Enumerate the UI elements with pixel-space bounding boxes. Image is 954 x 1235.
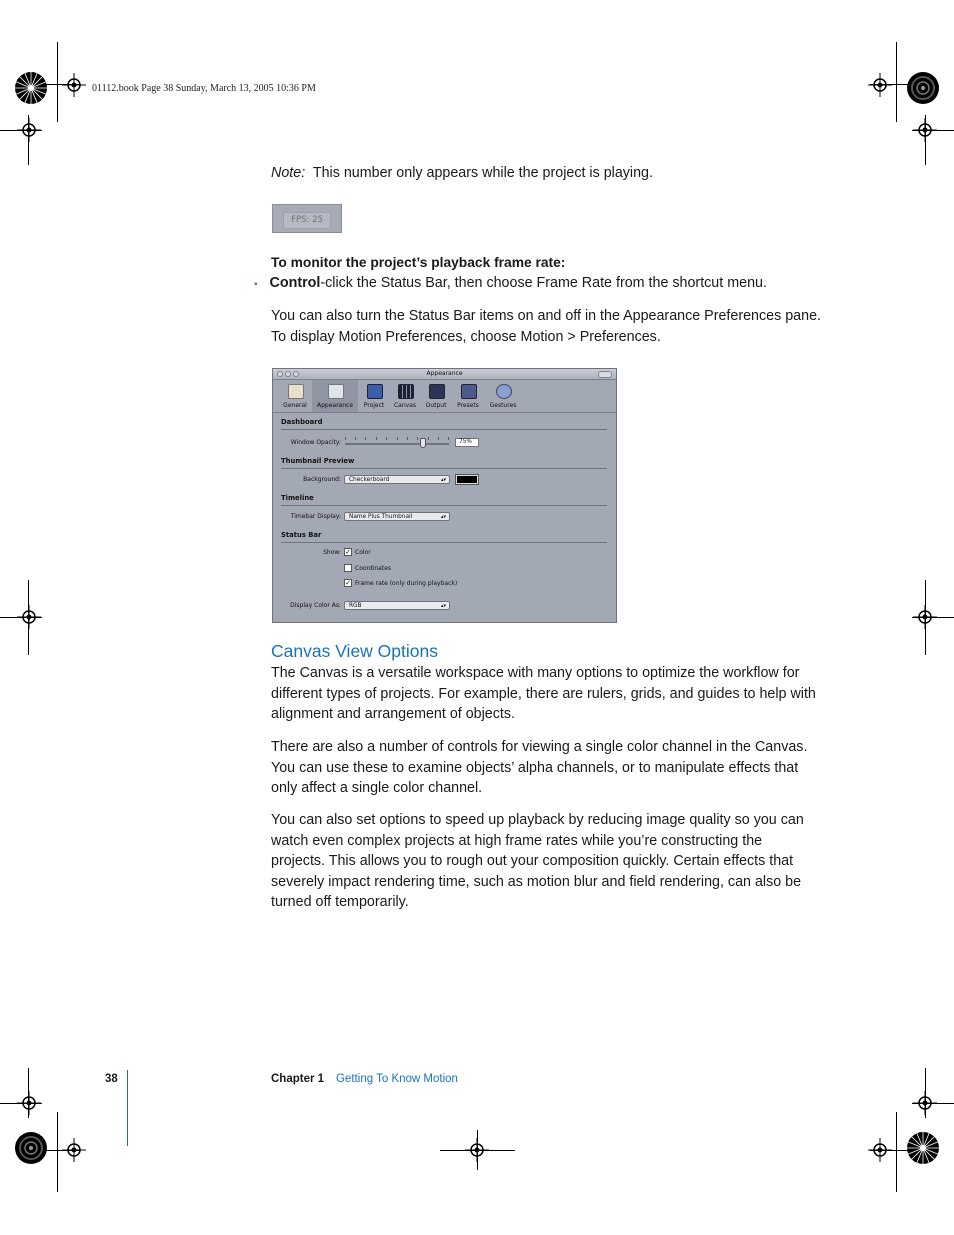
fps-readout: FPS: 25: [283, 212, 331, 229]
display-color-popup[interactable]: RGB ▴▾: [344, 601, 450, 610]
starburst-target-icon: [14, 1131, 48, 1165]
tab-gestures[interactable]: Gestures: [485, 380, 521, 412]
prefs-toolbar: [273, 380, 616, 413]
output-icon: [429, 384, 445, 399]
window-title: Appearance: [426, 370, 463, 377]
registration-mark-icon: [465, 1138, 489, 1162]
background-label: Background:: [303, 476, 341, 483]
footer-rule: [127, 1070, 128, 1146]
task-heading: To monitor the project’s playback frame rate:: [271, 255, 566, 270]
background-color-swatch[interactable]: [456, 475, 478, 484]
bullet-rest: -click the Status Bar, then choose Frame Rate from the shortcut menu.: [320, 275, 767, 291]
starburst-target-icon: [14, 71, 48, 105]
bullet-icon: ▪: [254, 279, 258, 290]
divider: [281, 468, 607, 469]
tab-output[interactable]: Output: [421, 380, 451, 412]
registration-mark-icon: [62, 73, 86, 97]
toolbar-toggle-icon[interactable]: [598, 371, 612, 378]
tab-appearance[interactable]: Appearance: [312, 380, 358, 412]
display-color-label: Display Color As:: [290, 602, 341, 609]
section-dashboard: Dashboard: [281, 418, 323, 426]
divider: [281, 505, 607, 506]
registration-mark-icon: [17, 605, 41, 629]
starburst-target-icon: [906, 71, 940, 105]
bullet-bold: Control: [269, 275, 321, 291]
tab-presets[interactable]: Presets: [452, 380, 484, 412]
appearance-preferences-window: [272, 368, 617, 623]
bullet-step: [254, 273, 767, 296]
popup-arrows-icon: ▴▾: [440, 603, 446, 609]
slider-thumb[interactable]: [420, 438, 426, 448]
window-opacity-label: Window Opacity:: [290, 439, 341, 446]
window-titlebar: [273, 369, 616, 380]
timebar-display-label: Timebar Display:: [290, 513, 341, 520]
minimize-icon[interactable]: [285, 371, 291, 377]
paragraph-2: There are also a number of controls for viewing a single color channel in the Canvas. You can use these to examine objects’ alpha channels, or to manipulate effects that only affect a single color channel.: [271, 739, 808, 796]
general-icon: [288, 384, 304, 399]
divider: [281, 429, 607, 430]
divider: [281, 542, 607, 543]
window-opacity-slider[interactable]: [345, 437, 449, 449]
window-opacity-value[interactable]: 75%: [455, 438, 479, 447]
note-label: Note:: [271, 165, 306, 181]
color-checkbox[interactable]: ✓: [345, 548, 351, 556]
background-popup[interactable]: Checkerboard ▴▾: [344, 475, 450, 484]
print-slug: 01112.book Page 38 Sunday, March 13, 2005 10:36 PM: [92, 83, 316, 94]
tab-canvas[interactable]: Canvas: [390, 380, 420, 412]
presets-icon: [461, 384, 477, 399]
section-status-bar: Status Bar: [281, 531, 322, 539]
registration-mark-icon: [62, 1138, 86, 1162]
show-label: Show:: [323, 549, 341, 556]
coordinates-checkbox[interactable]: [344, 564, 352, 572]
starburst-target-icon: [906, 1131, 940, 1165]
color-checkbox-label: Color: [355, 549, 371, 556]
note-text: This number only appears while the project is playing.: [312, 165, 653, 181]
page-number: 38: [105, 1073, 118, 1085]
paragraph-1: The Canvas is a versatile workspace with many options to optimize the workflow for different types of projects. For example, there are rulers, grids, and guides to help with alignment and arrangement of objects.: [271, 665, 816, 722]
section-heading: Canvas View Options: [271, 641, 438, 661]
registration-mark-icon: [17, 118, 41, 142]
section-timeline: Timeline: [281, 494, 314, 502]
coordinates-checkbox-label: Coordinates: [355, 565, 392, 572]
paragraph-prefs: You can also turn the Status Bar items on and off in the Appearance Preferences pane. To display Motion Preferences, choose Motion > Preferences.: [271, 308, 822, 345]
timebar-display-popup[interactable]: Name Plus Thumbnail ▴▾: [344, 512, 450, 521]
section-thumbnail-preview: Thumbnail Preview: [281, 457, 355, 465]
registration-mark-icon: [913, 1091, 937, 1115]
canvas-icon: [398, 384, 414, 399]
zoom-icon[interactable]: [293, 371, 299, 377]
registration-mark-icon: [913, 118, 937, 142]
popup-arrows-icon: ▴▾: [440, 477, 446, 483]
tab-project[interactable]: Project: [359, 380, 389, 412]
appearance-icon: [328, 384, 344, 399]
popup-arrows-icon: ▴▾: [440, 514, 446, 520]
gestures-icon: [496, 384, 512, 399]
registration-mark-icon: [868, 73, 892, 97]
note: [271, 163, 653, 184]
frame-rate-checkbox[interactable]: ✓: [345, 579, 351, 587]
frame-rate-checkbox-label: Frame rate (only during playback): [355, 580, 458, 587]
fps-status-image: [272, 204, 342, 233]
paragraph-3: You can also set options to speed up playback by reducing image quality so you can watch even complex projects at high frame rates while you’re constructing the projects. This allows you to rough out your composition quickly. Certain effects that severely impact rendering time, such as motion blur and field rendering, can also be turned off temporarily.: [271, 812, 804, 910]
registration-mark-icon: [868, 1138, 892, 1162]
project-icon: [367, 384, 383, 399]
close-icon[interactable]: [277, 371, 283, 377]
footer-chapter: Chapter 1 Getting To Know Motion: [271, 1073, 458, 1085]
registration-mark-icon: [913, 605, 937, 629]
tab-general[interactable]: General: [279, 380, 311, 412]
registration-mark-icon: [17, 1091, 41, 1115]
